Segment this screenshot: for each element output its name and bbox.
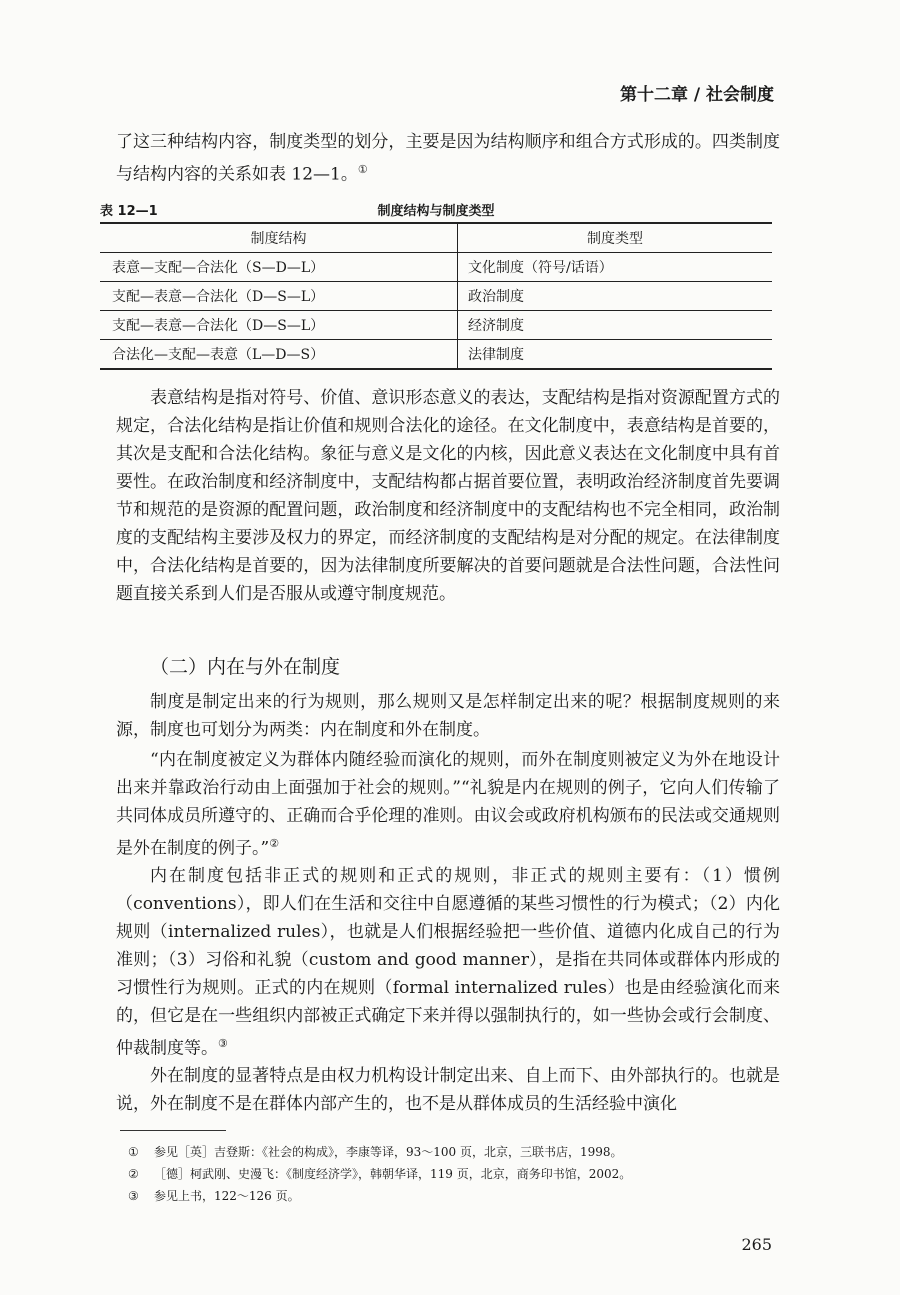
table-row [100, 311, 772, 340]
table-header-cell: 制度结构 [100, 223, 458, 253]
body-paragraph: 表意结构是指对符号、价值、意识形态意义的表达，支配结构是指对资源配置方式的规定，合法化结构是指让价值和规则合法化的途径。在文化制度中，表意结构是首要的，其次是支配和合法化结构。象征与意义是文化的内核，因此意义表达在文化制度中具有首要性。在政治制度和经济制度中，支配结构都占据首要位置，表明政治经济制度首先要调节和规范的是资源的配置问题，政治制度和经济制度中的支配结构也不完全相同，政治制度的支配结构主要涉及权力的界定，而经济制度的支配结构是对分配的规定。在法律制度中，合法化结构是首要的，因为法律制度所要解决的首要问题就是合法性问题，合法性问题直接关系到人们是否服从或遵守制度规范。 [116, 388, 780, 604]
body-text: 内在制度包括非正式的规则和正式的规则，非正式的规则主要有：（1）惯例（conventions），即人们在生活和交往中自愿遵循的某些习惯性的行为模式；（2）内化规则（internalized rules），也就是人们根据经验把一些价值、道德内化成自己的行为准则；（3）习俗和礼貌（custom and good manner），是指在共同体或群体内形成的习惯性行为规则。正式的内在规则（formal internalized rules）也是由经验演化而来的，但它是在一些组织内部被正式确定下来并得以强制执行的，如一些协会或行会制度、仲裁制度等。 [116, 866, 780, 1059]
table-header-row [100, 223, 772, 253]
footnote-mark: ① [128, 1145, 139, 1159]
footnote [128, 1163, 788, 1185]
footnote-ref-2: ② [269, 837, 280, 850]
table-title: 制度结构与制度类型 [377, 204, 495, 219]
table-cell: 表意—支配—合法化（S—D—L） [100, 253, 458, 282]
intro-paragraph [116, 128, 780, 189]
quote-text: “内在制度被定义为群体内随经验而演化的规则，而外在制度则被定义为外在地设计出来并靠政治行动由上面强加于社会的规则。”“礼貌是内在规则的例子，它向人们传输了共同体成员所遵守的、正确而合乎伦理的准则。由议会或政府机构颁布的民法或交通规则是外在制度的例子。” [116, 750, 780, 859]
footnote-divider [120, 1130, 226, 1131]
table-cell: 支配—表意—合法化（D—S—L） [100, 311, 458, 340]
footnote-text: ［德］柯武刚、史漫飞：《制度经济学》，韩朝华译，119 页，北京，商务印书馆，2002。 [154, 1167, 632, 1181]
footnote [128, 1185, 788, 1207]
footnotes [128, 1141, 788, 1207]
table-number: 表 12—1 [100, 204, 158, 219]
footnote-ref-3: ③ [218, 1037, 228, 1050]
table-cell: 政治制度 [458, 282, 773, 311]
table-cell: 法律制度 [458, 340, 773, 370]
table-cell: 文化制度（符号/话语） [458, 253, 773, 282]
running-head: 第十二章 / 社会制度 [619, 85, 774, 105]
table-row [100, 340, 772, 370]
page-number: 265 [741, 1235, 772, 1254]
table-row [100, 282, 772, 311]
table-cell: 合法化—支配—表意（L—D—S） [100, 340, 458, 370]
footnote-ref-1: ① [357, 163, 368, 176]
footnote-text: 参见［英］吉登斯：《社会的构成》，李康等译，93～100 页，北京，三联书店，1998。 [154, 1145, 623, 1159]
footnote [128, 1141, 788, 1163]
table-header-cell: 制度类型 [458, 223, 773, 253]
structure-type-table [100, 222, 772, 370]
body-paragraph [116, 862, 780, 1063]
quote-paragraph [116, 746, 780, 863]
section-heading: （二）内在与外在制度 [150, 656, 341, 678]
intro-text: 了这三种结构内容，制度类型的划分，主要是因为结构顺序和组合方式形成的。四类制度与结构内容的关系如表 12—1。 [116, 132, 780, 185]
footnote-mark: ③ [128, 1189, 139, 1203]
table-cell: 经济制度 [458, 311, 773, 340]
body-paragraph: 制度是制定出来的行为规则，那么规则又是怎样制定出来的呢？根据制度规则的来源，制度也可划分为两类：内在制度和外在制度。 [116, 692, 780, 740]
table-cell: 支配—表意—合法化（D—S—L） [100, 282, 458, 311]
table-row [100, 253, 772, 282]
body-paragraph: 外在制度的显著特点是由权力机构设计制定出来、自上而下、由外部执行的。也就是说，外在制度不是在群体内部产生的，也不是从群体成员的生活经验中演化 [116, 1066, 780, 1114]
footnote-text: 参见上书，122～126 页。 [154, 1189, 300, 1203]
footnote-mark: ② [128, 1167, 139, 1181]
